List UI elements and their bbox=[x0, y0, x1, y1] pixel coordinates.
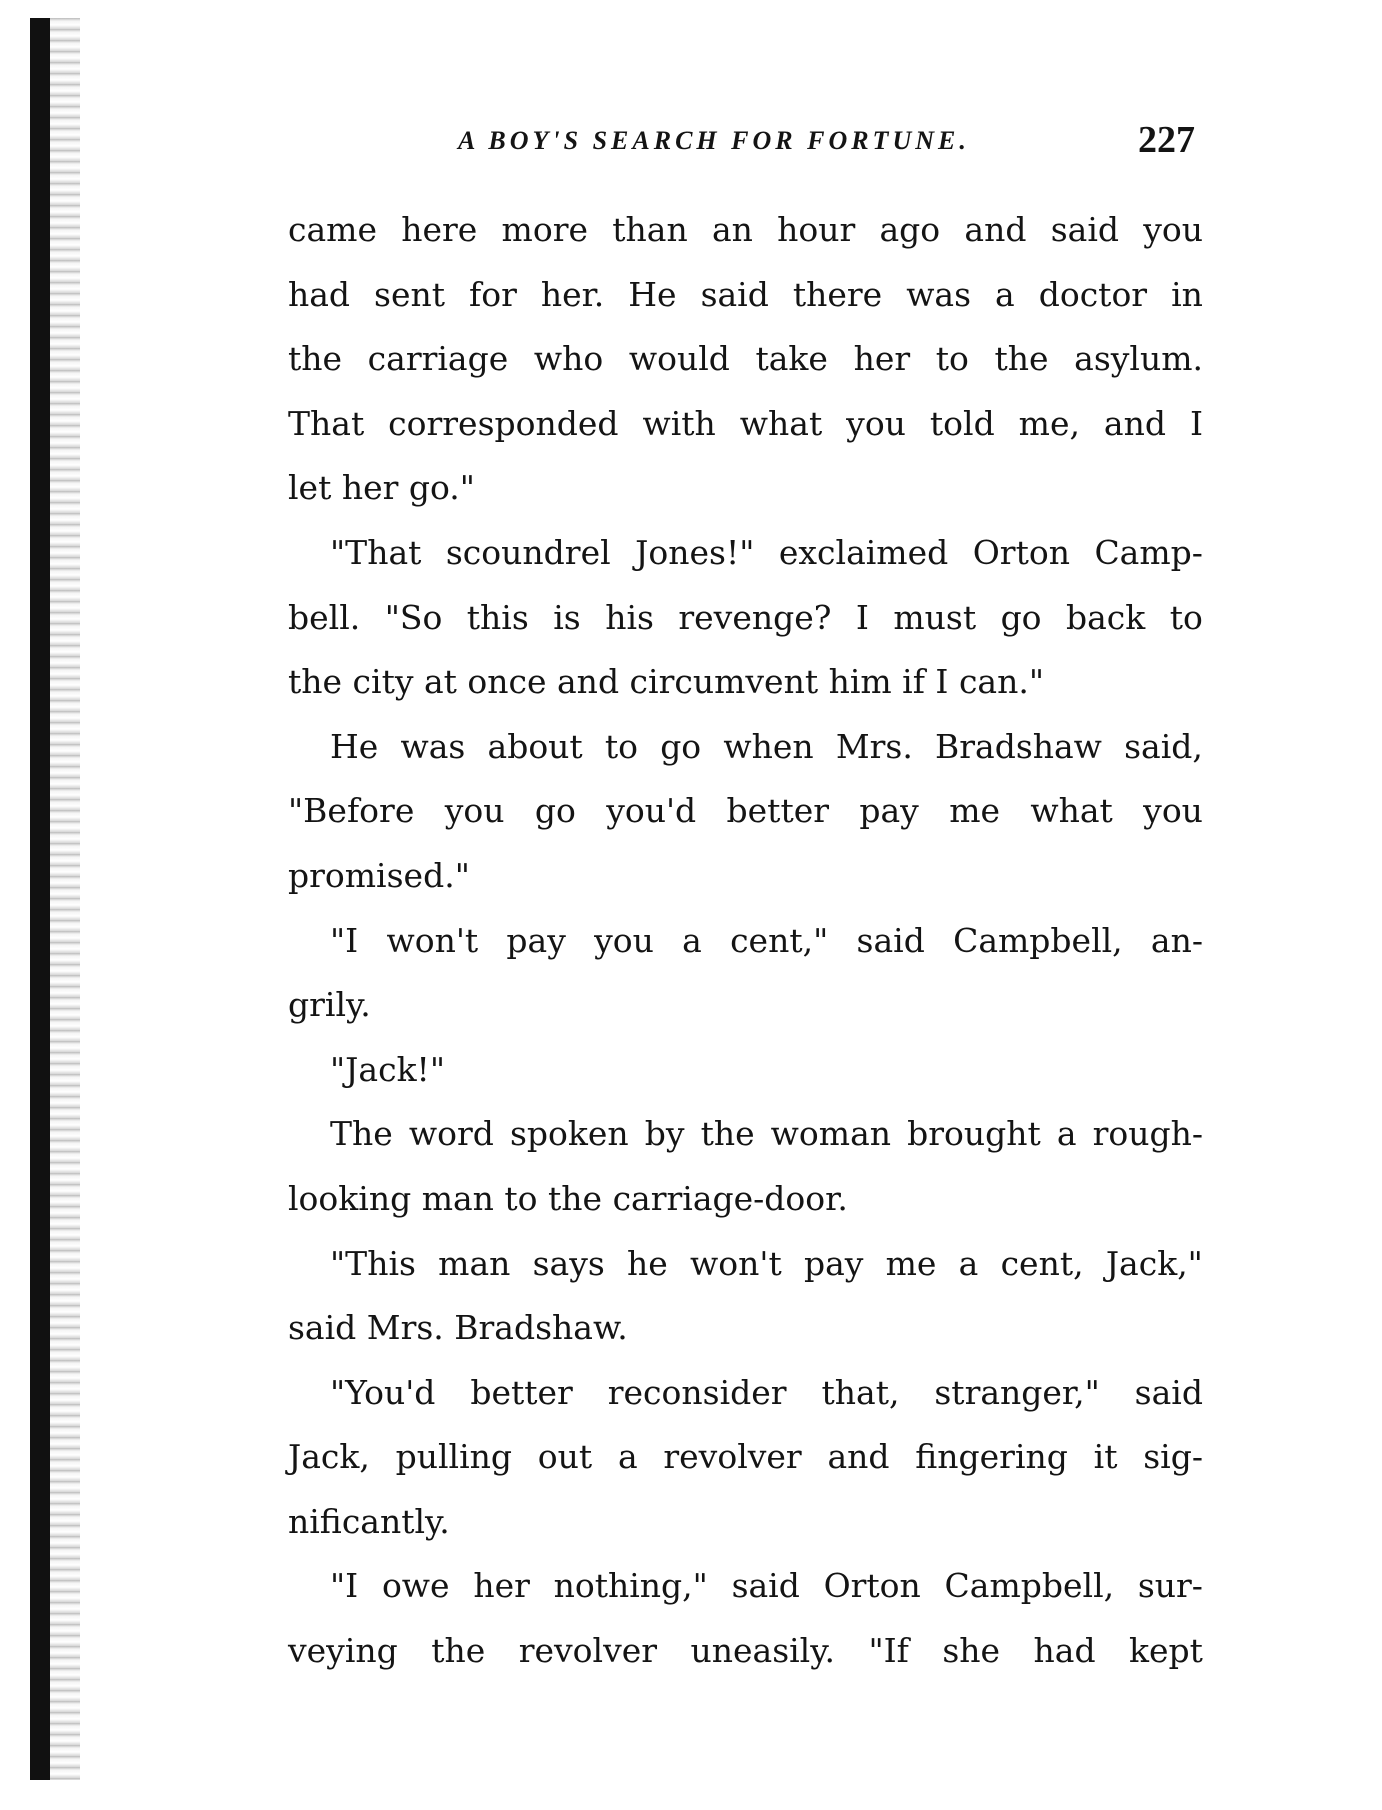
word: a bbox=[995, 274, 1015, 314]
word: "This bbox=[330, 1243, 416, 1283]
word: had bbox=[288, 274, 351, 314]
text-line bbox=[288, 263, 1203, 328]
word: than bbox=[612, 210, 688, 249]
word: by bbox=[644, 1114, 685, 1154]
word: about bbox=[487, 726, 583, 766]
word: asylum. bbox=[1074, 339, 1203, 379]
text-line bbox=[288, 1361, 1203, 1426]
word: to bbox=[604, 726, 639, 766]
word: Camp- bbox=[1094, 532, 1203, 572]
word: "I bbox=[330, 920, 359, 960]
word: pay bbox=[803, 1243, 864, 1283]
word: you bbox=[594, 920, 654, 960]
word: owe bbox=[381, 1566, 450, 1606]
word: the bbox=[288, 339, 343, 379]
word: an- bbox=[1150, 920, 1203, 960]
word: Mrs. bbox=[835, 726, 913, 766]
page-number: 227 bbox=[1138, 119, 1195, 161]
word: her bbox=[853, 339, 911, 379]
word: me, bbox=[1018, 403, 1080, 443]
word: word bbox=[408, 1114, 494, 1154]
word: Jones!" bbox=[635, 532, 755, 572]
text-line: nificantly. bbox=[288, 1501, 450, 1541]
word: go bbox=[1000, 597, 1042, 637]
page-gutter-edge bbox=[50, 18, 80, 1780]
word: and bbox=[1103, 403, 1166, 443]
word: he bbox=[627, 1243, 668, 1283]
word: reconsider bbox=[607, 1372, 787, 1412]
text-line: grily. bbox=[288, 985, 371, 1025]
book-spine-shadow bbox=[30, 18, 50, 1780]
word: and bbox=[964, 210, 1027, 249]
word: sig- bbox=[1143, 1437, 1203, 1477]
word: said bbox=[1050, 210, 1119, 249]
word: a bbox=[958, 1243, 979, 1283]
word: revenge? bbox=[678, 597, 832, 637]
word: "You'd bbox=[330, 1372, 436, 1412]
word: "I bbox=[330, 1566, 359, 1606]
word: brought bbox=[907, 1114, 1041, 1154]
word: rough- bbox=[1092, 1114, 1203, 1154]
word: uneasily. bbox=[690, 1631, 835, 1671]
word: an bbox=[711, 210, 753, 249]
word: veying bbox=[288, 1631, 398, 1671]
word: "Before bbox=[288, 791, 415, 831]
word: Orton bbox=[823, 1566, 921, 1606]
word: bell. bbox=[288, 597, 361, 637]
word: said bbox=[731, 1566, 800, 1606]
word: what bbox=[739, 403, 823, 443]
word: you bbox=[846, 403, 906, 443]
word: she bbox=[942, 1631, 1001, 1671]
word: won't bbox=[386, 920, 479, 960]
word: the bbox=[431, 1631, 486, 1671]
word: Campbell, bbox=[953, 920, 1123, 960]
text-line bbox=[288, 1425, 1203, 1490]
word: who bbox=[533, 339, 604, 379]
body-text bbox=[288, 198, 1203, 1684]
text-line bbox=[288, 1102, 1203, 1167]
word: in bbox=[1171, 274, 1203, 314]
text-line: the city at once and circumvent him if I can." bbox=[288, 662, 1045, 702]
word: came bbox=[288, 210, 377, 249]
word: woman bbox=[770, 1114, 892, 1154]
word: there bbox=[792, 274, 883, 314]
text-line bbox=[288, 909, 1203, 974]
word: The bbox=[330, 1114, 393, 1154]
word: what bbox=[1030, 791, 1113, 831]
text-line bbox=[288, 715, 1203, 780]
text-line: promised." bbox=[288, 855, 470, 895]
word: had bbox=[1033, 1631, 1096, 1671]
word: Orton bbox=[972, 532, 1070, 572]
text-line bbox=[288, 586, 1203, 651]
word: is bbox=[553, 597, 581, 637]
word: "That bbox=[330, 532, 422, 572]
word: Jack," bbox=[1105, 1243, 1203, 1283]
word: revolver bbox=[663, 1437, 802, 1477]
word: her bbox=[473, 1566, 530, 1606]
word: a bbox=[1056, 1114, 1077, 1154]
text-line bbox=[288, 1619, 1203, 1684]
word: must bbox=[893, 597, 977, 637]
text-line bbox=[288, 521, 1203, 586]
word: go bbox=[534, 791, 576, 831]
word: a bbox=[682, 920, 702, 960]
word: He bbox=[330, 726, 379, 766]
word: That bbox=[288, 403, 365, 443]
word: was bbox=[400, 726, 466, 766]
word: her. bbox=[540, 274, 605, 314]
word: Campbell, bbox=[944, 1566, 1115, 1606]
text-line bbox=[288, 1554, 1203, 1619]
word: kept bbox=[1129, 1631, 1203, 1671]
word: revolver bbox=[518, 1631, 658, 1671]
word: out bbox=[537, 1437, 593, 1477]
word: He bbox=[628, 274, 677, 314]
word: it bbox=[1093, 1437, 1118, 1477]
text-line bbox=[288, 327, 1203, 392]
text-line: let her go." bbox=[288, 468, 475, 508]
word: was bbox=[906, 274, 972, 314]
word: stranger," bbox=[934, 1372, 1100, 1412]
word: go bbox=[660, 726, 702, 766]
page-header bbox=[288, 118, 1203, 170]
word: hour bbox=[777, 210, 856, 249]
word: told bbox=[929, 403, 995, 443]
word: "So bbox=[384, 597, 443, 637]
word: a bbox=[617, 1437, 638, 1477]
text-line: said Mrs. Bradshaw. bbox=[288, 1308, 628, 1348]
text-line bbox=[288, 779, 1203, 844]
word: to bbox=[1169, 597, 1203, 637]
word: scoundrel bbox=[445, 532, 611, 572]
word: doctor bbox=[1038, 274, 1148, 314]
word: and bbox=[827, 1437, 890, 1477]
word: take bbox=[755, 339, 828, 379]
text-line bbox=[288, 198, 1203, 263]
word: more bbox=[501, 210, 589, 249]
text-line: "Jack!" bbox=[330, 1049, 446, 1089]
word: pay bbox=[506, 920, 566, 960]
word: you'd bbox=[606, 791, 697, 831]
word: carriage bbox=[367, 339, 509, 379]
word: better bbox=[470, 1372, 573, 1412]
word: Bradshaw bbox=[935, 726, 1102, 766]
word: sur- bbox=[1137, 1566, 1203, 1606]
word: Jack, bbox=[288, 1437, 370, 1477]
word: you bbox=[1143, 210, 1203, 249]
word: sent bbox=[374, 274, 446, 314]
word: cent, bbox=[1000, 1243, 1084, 1283]
word: pay bbox=[859, 791, 919, 831]
word: said bbox=[1134, 1372, 1203, 1412]
word: here bbox=[401, 210, 478, 249]
word: said bbox=[856, 920, 925, 960]
word: this bbox=[466, 597, 529, 637]
word: pulling bbox=[395, 1437, 513, 1477]
word: corresponded bbox=[388, 403, 619, 443]
word: ago bbox=[879, 210, 941, 249]
word: for bbox=[469, 274, 517, 314]
word: spoken bbox=[509, 1114, 629, 1154]
word: won't bbox=[690, 1243, 782, 1283]
word: says bbox=[532, 1243, 605, 1283]
word: me bbox=[949, 791, 1001, 831]
word: the bbox=[700, 1114, 755, 1154]
word: his bbox=[605, 597, 654, 637]
word: that, bbox=[821, 1372, 900, 1412]
running-head: A BOY'S SEARCH FOR FORTUNE. bbox=[458, 126, 970, 155]
word: I bbox=[1189, 403, 1203, 443]
word: when bbox=[723, 726, 814, 766]
word: cent," bbox=[730, 920, 829, 960]
word: I bbox=[855, 597, 869, 637]
word: exclaimed bbox=[778, 532, 949, 572]
word: you bbox=[1143, 791, 1203, 831]
word: nothing," bbox=[553, 1566, 708, 1606]
word: said, bbox=[1124, 726, 1203, 766]
word: you bbox=[444, 791, 505, 831]
text-line bbox=[288, 392, 1203, 457]
word: with bbox=[642, 403, 716, 443]
word: said bbox=[700, 274, 769, 314]
text-line: looking man to the carriage-door. bbox=[288, 1178, 848, 1218]
word: better bbox=[726, 791, 830, 831]
word: would bbox=[628, 339, 730, 379]
word: fingering bbox=[915, 1437, 1068, 1477]
text-line bbox=[288, 1232, 1203, 1297]
word: back bbox=[1066, 597, 1146, 637]
word: to bbox=[935, 339, 969, 379]
word: me bbox=[885, 1243, 937, 1283]
word: the bbox=[994, 339, 1049, 379]
word: man bbox=[438, 1243, 511, 1283]
word: "If bbox=[868, 1631, 909, 1671]
